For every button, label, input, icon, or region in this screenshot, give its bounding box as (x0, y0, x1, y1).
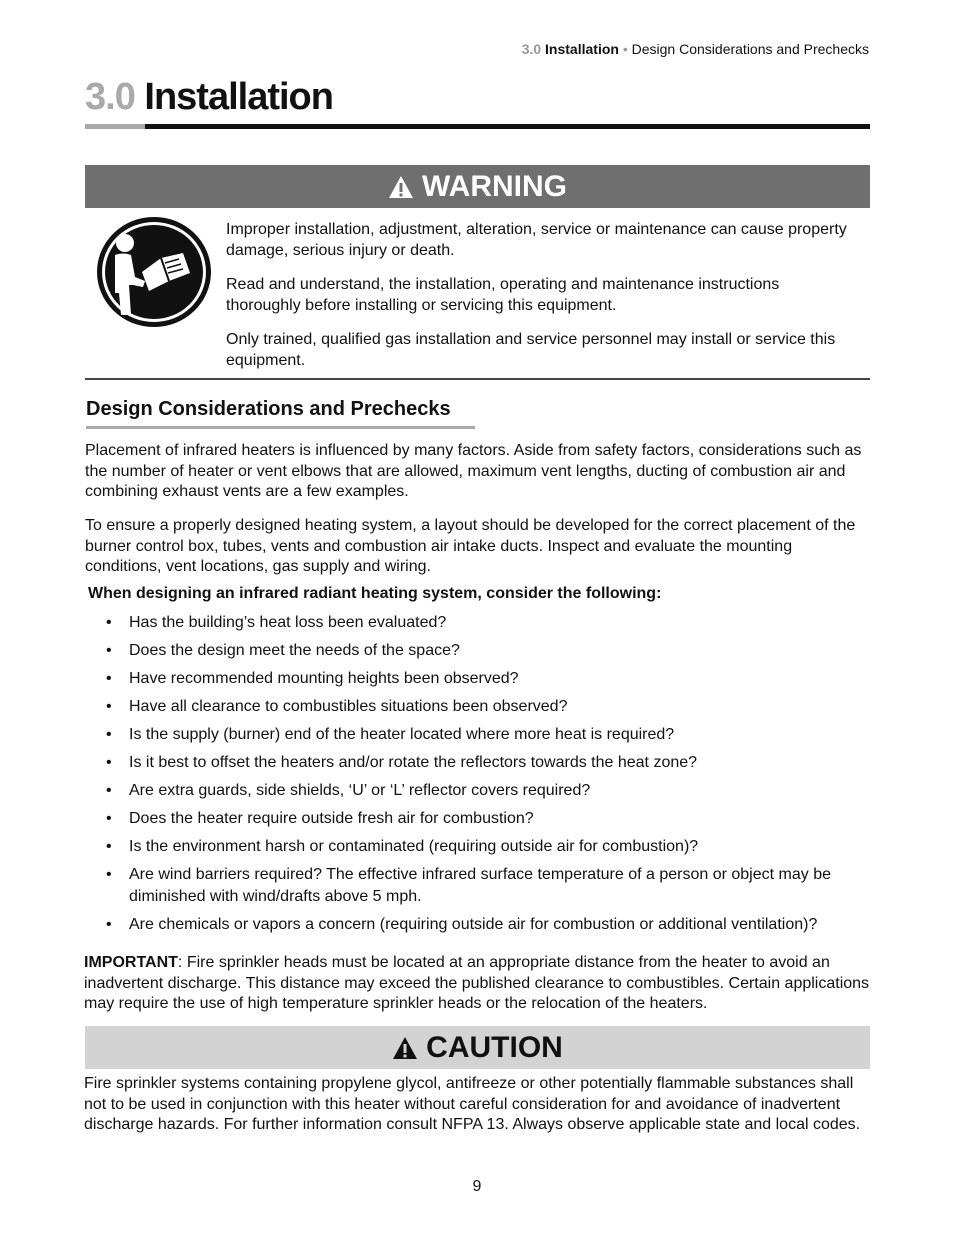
running-header (522, 41, 869, 57)
warning-paragraph: Improper installation, adjustment, alteration, service or maintenance can cause property damage, serious injury or death. (226, 221, 847, 259)
read-manual-icon (95, 215, 213, 329)
warning-paragraph: Read and understand, the installation, operating and maintenance instructions thoroughly before installing or servicing this equipment. (226, 276, 780, 314)
checklist-item: • Are extra guards, side shields, ‘U’ or ‘L’ reflector covers required? (105, 780, 870, 802)
running-header-separator: • (622, 41, 628, 57)
caution-banner (85, 1026, 870, 1069)
checklist-item: • Is it best to offset the heaters and/or rotate the reflectors towards the heat zone? (105, 752, 870, 774)
page-title-number: 3.0 (85, 76, 135, 118)
checklist-item: • Are chemicals or vapors a concern (requiring outside air for combustion or additional ventilation)? (105, 914, 870, 936)
checklist-item: • Does the design meet the needs of the space? (105, 640, 870, 662)
caution-label: CAUTION (426, 1030, 563, 1064)
running-header-section: Installation (545, 41, 619, 57)
title-rule-accent (85, 124, 145, 129)
checklist-item: • Is the environment harsh or contaminated (requiring outside air for combustion)? (105, 836, 870, 858)
warning-banner (85, 165, 870, 208)
checklist-item: • Are wind barriers required? The effective infrared surface temperature of a person or object may be diminished with wind/drafts above 5 mph. (105, 864, 870, 908)
checklist-item: • Is the supply (burner) end of the heater located where more heat is required? (105, 724, 870, 746)
checklist-lead: When designing an infrared radiant heating system, consider the following: (88, 585, 662, 602)
body-paragraph: To ensure a properly designed heating system, a layout should be developed for the correct placement of the burner control box, tubes, vents and combustion air intake ducts. Inspect and evaluate the mounting conditions, vent locations, gas supply and wiring. (85, 517, 856, 575)
warning-triangle-icon (388, 175, 414, 199)
warning-text (226, 219, 856, 384)
checklist-item: • Has the building’s heat loss been evaluated? (105, 612, 870, 634)
section-heading: Design Considerations and Prechecks (86, 398, 451, 420)
checklist (105, 612, 870, 942)
section-underline (86, 426, 475, 429)
checklist-item: • Does the heater require outside fresh air for combustion? (105, 808, 870, 830)
important-label: IMPORTANT (84, 954, 178, 971)
warning-divider (85, 378, 870, 380)
important-text: : Fire sprinkler heads must be located at an appropriate distance from the heater to avoid an inadvertent discharge. This distance may exceed the published clearance to combustibles. Certain applications may require the use of high temperature sprinkler heads or the relocation of the heaters. (84, 954, 870, 1012)
warning-paragraph: Only trained, qualified gas installation and service personnel may install or service this equipment. (226, 331, 836, 369)
page-number: 9 (472, 1178, 482, 1195)
page-title-text: Installation (144, 76, 333, 118)
title-rule (145, 124, 870, 129)
page-title (85, 74, 333, 120)
warning-triangle-icon (392, 1036, 418, 1060)
caution-text: Fire sprinkler systems containing propylene glycol, antifreeze or other potentially flammable substances shall not to be used in conjunction with this heater without careful consideration for and avoidance of inadvertent discharge hazards. For further information consult NFPA 13. Always observe applicable state and local codes. (84, 1075, 861, 1133)
body-paragraph: Placement of infrared heaters is influenced by many factors. Aside from safety factors, considerations such as the number of heater or vent elbows that are allowed, maximum vent lengths, ducting of combustion air and combining exhaust vents are a few examples. (85, 442, 862, 500)
important-note (84, 953, 874, 1015)
checklist-item: • Have all clearance to combustibles situations been observed? (105, 696, 870, 718)
running-header-subsection: Design Considerations and Prechecks (631, 41, 869, 57)
checklist-item: • Have recommended mounting heights been observed? (105, 668, 870, 690)
running-header-number: 3.0 (521, 41, 542, 57)
warning-label: WARNING (422, 169, 567, 203)
